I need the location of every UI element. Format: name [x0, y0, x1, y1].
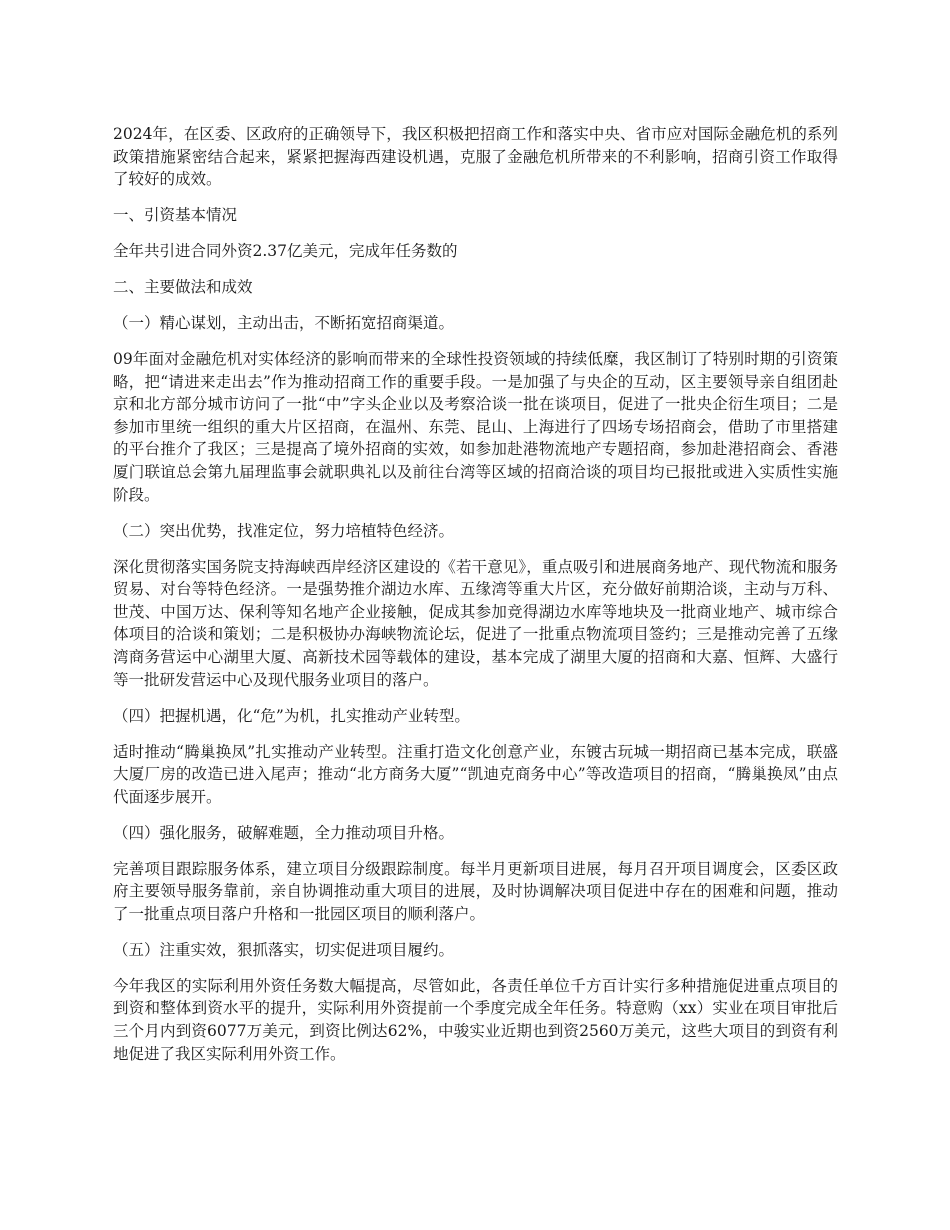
subsection-2-title: （二）突出优势，找准定位，努力培植特色经济。 [113, 521, 455, 540]
section-2-title: 二、主要做法和成效 [113, 278, 253, 297]
subsection-3-body: 适时推动“腾巢换凤”扎实推动产业转型。注重打造文化创意产业，东镀古玩城一期招商已基本完成，联盛大厦厂房的改造已进入尾声；推动“北方商务大厦”“凯迪克商务中心”等改造项目的招商，“腾巢换凤”由点代面逐步展开。 [113, 742, 838, 806]
section-1-body: 全年共引进合同外资2.37亿美元，完成年任务数的 [113, 242, 458, 261]
subsection-5-title: （五）注重实效，狠抓落实，切实促进项目履约。 [113, 940, 455, 959]
subsection-3-title: （四）把握机遇，化“危”为机，扎实推动产业转型。 [113, 706, 470, 725]
subsection-5-body: 今年我区的实际利用外资任务数大幅提高，尽管如此，各责任单位千方百计实行多种措施促进重点项目的到资和整体到资水平的提升，实际利用外资提前一个季度完成全年任务。特意购（xx）实业在项目审批后三个月内到资6077万美元，到资比例达62%，中骏实业近期也到资2560万美元，这些大项目的到资有利地促进了我区实际利用外资工作。 [113, 976, 838, 1063]
subsection-2-body: 深化贯彻落实国务院支持海峡西岸经济区建设的《若干意见》，重点吸引和进展商务地产、现代物流和服务贸易、对台等特色经济。一是强势推介湖边水库、五缘湾等重大片区，充分做好前期洽谈，主动与万科、世茂、中国万达、保利等知名地产企业接触，促成其参加竞得湖边水库等地块及一批商业地产、城市综合体项目的洽谈和策划；二是积极协办海峡物流论坛，促进了一批重点物流项目签约；三是推动完善了五缘湾商务营运中心湖里大厦、高新技术园等载体的建设，基本完成了湖里大厦的招商和大嘉、恒辉、大盛行等一批研发营运中心及现代服务业项目的落户。 [113, 557, 838, 689]
subsection-4-body: 完善项目跟踪服务体系，建立项目分级跟踪制度。每半月更新项目进展，每月召开项目调度会，区委区政府主要领导服务靠前，亲自协调推动重大项目的进展，及时协调解决项目促进中存在的困难和问题，推动了一批重点项目落户升格和一批园区项目的顺利落户。 [113, 859, 838, 923]
intro-paragraph: 2024年，在区委、区政府的正确领导下，我区积极把招商工作和落实中央、省市应对国际金融危机的系列政策措施紧密结合起来，紧紧把握海西建设机遇，克服了金融危机所带来的不利影响，招商引资工作取得了较好的成效。 [113, 125, 838, 189]
document-page [113, 123, 838, 1079]
subsection-1-body: 09年面对金融危机对实体经济的影响而带来的全球性投资领域的持续低糜，我区制订了特别时期的引资策略，把“请进来走出去”作为推动招商工作的重要手段。一是加强了与央企的互动，区主要领导亲自组团赴京和北方部分城市访问了一批“中”字头企业以及考察洽谈一批在谈项目，促进了一批央企衍生项目；二是参加市里统一组织的重大片区招商，在温州、东莞、昆山、上海进行了四场专场招商会，借助了市里搭建的平台推介了我区；三是提高了境外招商的实效，如参加赴港物流地产专题招商，参加赴港招商会、香港厦门联谊总会第九届理监事会就职典礼以及前往台湾等区域的招商洽谈的项目均已报批或进入实质性实施阶段。 [113, 350, 838, 504]
subsection-1-title: （一）精心谋划，主动出击，不断拓宽招商渠道。 [113, 314, 455, 333]
subsection-4-title: （四）强化服务，破解难题，全力推动项目升格。 [113, 823, 455, 842]
section-1-title: 一、引资基本情况 [113, 206, 238, 225]
